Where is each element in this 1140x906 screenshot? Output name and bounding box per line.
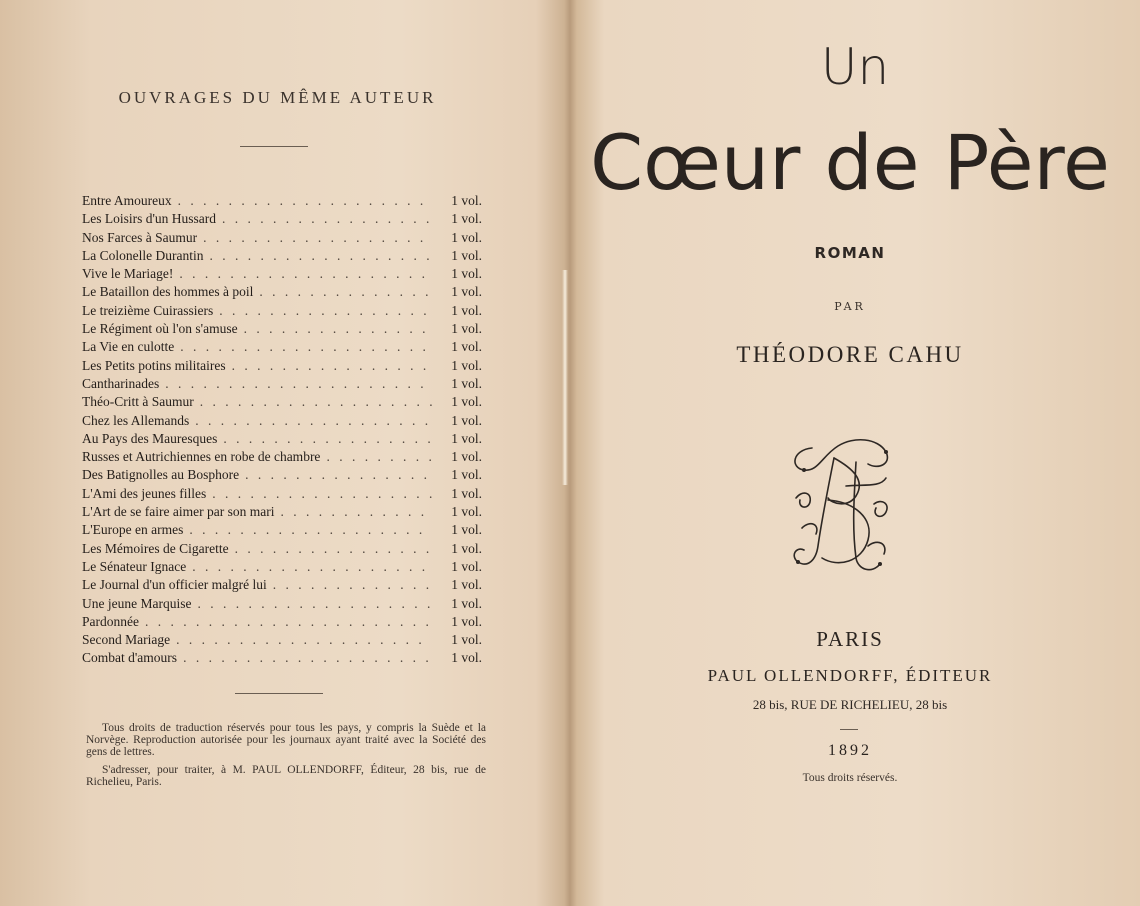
title-line-2: Cœur de Père [590,118,1110,207]
volume-count: 1 vol. [451,522,482,538]
work-list-item [82,631,482,649]
work-list-item [82,247,482,265]
leader-dots [244,320,432,338]
work-list-item [82,375,482,393]
work-title: Les Petits potins militaires [82,357,226,373]
volume-count: 1 vol. [451,247,482,263]
leader-dots [183,649,432,667]
volume-count: 1 vol. [451,595,482,611]
binding-thread [562,270,568,485]
contact-note: S'adresser, pour traiter, à M. PAUL OLLENDORFF, Éditeur, 28 bis, rue de Richelieu, Paris. [86,764,486,788]
work-list-item [82,265,482,283]
heading-rule [240,146,308,147]
rights-reserved: Tous droits réservés. [802,772,898,784]
volume-count: 1 vol. [451,266,482,282]
volume-count: 1 vol. [451,229,482,245]
leader-dots [273,576,432,594]
volume-count: 1 vol. [451,339,482,355]
work-title: Le Régiment où l'on s'amuse [82,321,238,337]
work-list-item [82,595,482,613]
work-title: Des Batignolles au Bosphore [82,467,240,483]
volume-count: 1 vol. [451,485,482,501]
volume-count: 1 vol. [451,375,482,391]
work-list-item [82,448,482,466]
volume-count: 1 vol. [451,449,482,465]
volume-count: 1 vol. [451,430,482,446]
leader-dots [232,357,432,375]
publisher-monogram-icon [782,428,902,578]
volume-count: 1 vol. [451,577,482,593]
leader-dots [176,631,432,649]
leader-dots [212,485,432,503]
work-list-item [82,320,482,338]
list-end-rule [235,693,323,694]
translation-rights-note: Tous droits de traduction réservés pour tous les pays, y compris la Suède et la Norvège. Reproduction autorisée pour les journaux ayant traité avec la Société des gens de lettres. [86,722,486,758]
volume-count: 1 vol. [451,284,482,300]
publication-year: 1892 [828,742,872,759]
work-list-item [82,613,482,631]
by-label: PAR [834,300,866,313]
work-title: La Colonelle Durantin [82,247,204,263]
works-list [82,192,482,668]
work-title: Au Pays des Mauresques [82,430,218,446]
volume-count: 1 vol. [451,467,482,483]
leader-dots [192,558,432,576]
leader-dots [209,247,432,265]
work-title: Nos Farces à Saumur [82,229,198,245]
work-title: Le Bataillon des hommes à poil [82,284,254,300]
volume-count: 1 vol. [451,613,482,629]
work-title: L'Art de se faire aimer par son mari [82,504,275,520]
leader-dots [178,192,432,210]
work-list-item [82,503,482,521]
work-list-item [82,649,482,667]
leader-dots [200,393,432,411]
work-title: Russes et Autrichiennes en robe de chambre [82,449,321,465]
leader-dots [222,210,432,228]
work-title: L'Europe en armes [82,522,184,538]
author-name: THÉODORE CAHU [736,342,964,367]
volume-count: 1 vol. [451,321,482,337]
work-list-item [82,229,482,247]
work-title: Combat d'amours [82,650,178,666]
work-title: Une jeune Marquise [82,595,192,611]
work-title: Les Mémoires de Cigarette [82,540,229,556]
work-title: Pardonnée [82,613,139,629]
rights-notes [86,722,486,794]
work-title: Cantharinades [82,375,160,391]
volume-count: 1 vol. [451,357,482,373]
leader-dots [179,265,432,283]
leader-dots [165,375,432,393]
title-line-1: Un [820,38,890,96]
leader-dots [197,595,432,613]
title-page [570,0,1140,906]
work-list-item [82,466,482,484]
work-list-item [82,192,482,210]
volume-count: 1 vol. [451,558,482,574]
volume-count: 1 vol. [451,193,482,208]
work-title: Chez les Allemands [82,412,190,428]
work-title: Second Mariage [82,632,171,648]
work-list-item [82,283,482,301]
works-heading: OUVRAGES DU MÊME AUTEUR [118,88,437,107]
volume-count: 1 vol. [451,632,482,648]
volume-count: 1 vol. [451,394,482,410]
left-page [0,0,565,906]
leader-dots [180,338,432,356]
work-title: Théo-Critt à Saumur [82,394,194,410]
leader-dots [259,283,432,301]
leader-dots [203,229,432,247]
leader-dots [280,503,432,521]
work-list-item [82,540,482,558]
publisher-address: 28 bis, RUE DE RICHELIEU, 28 bis [752,697,948,712]
leader-dots [245,466,432,484]
work-list-item [82,485,482,503]
publisher-city: PARIS [816,627,884,651]
publisher-name: PAUL OLLENDORFF, ÉDITEUR [707,666,993,685]
leader-dots [235,540,432,558]
work-list-item [82,430,482,448]
work-list-item [82,302,482,320]
work-list-item [82,393,482,411]
volume-count: 1 vol. [451,650,482,666]
work-title: Vive le Mariage! [82,266,174,282]
volume-count: 1 vol. [451,504,482,520]
volume-count: 1 vol. [451,412,482,428]
work-title: Le Journal d'un officier malgré lui [82,577,267,593]
volume-count: 1 vol. [451,540,482,556]
work-list-item [82,210,482,228]
work-list-item [82,412,482,430]
work-list-item [82,521,482,539]
volume-count: 1 vol. [451,302,482,318]
work-list-item [82,576,482,594]
leader-dots [326,448,432,466]
work-title: La Vie en culotte [82,339,175,355]
volume-count: 1 vol. [451,211,482,227]
work-list-item [82,338,482,356]
leader-dots [145,613,432,631]
genre-label: ROMAN [814,244,886,262]
work-title: Le treizième Cuirassiers [82,302,214,318]
leader-dots [195,412,432,430]
work-list-item [82,357,482,375]
work-list-item [82,558,482,576]
leader-dots [189,521,432,539]
leader-dots [223,430,432,448]
work-title: Le Sénateur Ignace [82,558,187,574]
work-title: Les Loisirs d'un Hussard [82,211,217,227]
year-rule [840,729,858,730]
work-title: Entre Amoureux [82,193,172,208]
leader-dots [219,302,432,320]
work-title: L'Ami des jeunes filles [82,485,207,501]
